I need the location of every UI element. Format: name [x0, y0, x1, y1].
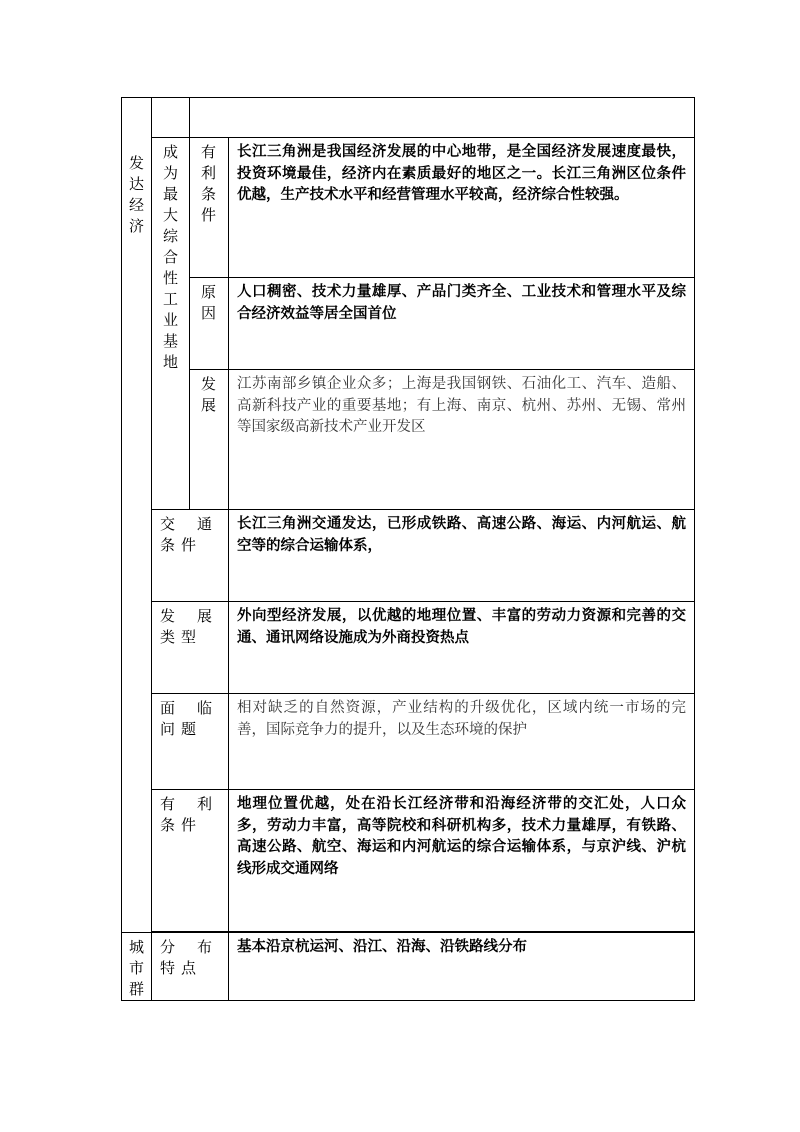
row-content-cell	[229, 278, 695, 370]
row-label-cell	[190, 370, 229, 510]
row-content-cell	[229, 602, 695, 694]
table-row	[122, 278, 695, 370]
row-label: 交通条件	[160, 515, 218, 554]
row-content: 基本沿京杭运河、沿江、沿海、沿铁路线分布	[237, 939, 527, 955]
table-cell	[152, 98, 190, 138]
row-content-cell	[229, 694, 695, 790]
row-content: 江苏南部乡镇企业众多；上海是我国钢铁、石油化工、汽车、造船、高新科技产业的重要基地；有上海、南京、杭州、苏州、无锡、常州等国家级高新技术产业开发区	[237, 376, 686, 435]
row-label-cell	[152, 510, 229, 602]
row-label-cell	[190, 138, 229, 278]
row-label: 发展类型	[160, 607, 218, 646]
row-content-cell	[229, 138, 695, 278]
table-cell	[190, 98, 695, 138]
table-row	[122, 510, 695, 602]
row-content-cell	[229, 510, 695, 602]
row-label: 分布特点	[160, 938, 218, 977]
table-row	[122, 602, 695, 694]
row-content: 相对缺乏的自然资源，产业结构的升级优化，区域内统一市场的完善，国际竞争力的提升，以及生态环境的保护	[237, 700, 686, 738]
row-label-cell	[152, 694, 229, 790]
table-row	[122, 98, 695, 138]
row-label: 发展	[201, 375, 217, 414]
row-content-cell	[229, 933, 695, 1001]
section-label-city: 城市群	[128, 938, 144, 998]
row-label: 有利条件	[201, 143, 217, 224]
row-label-cell	[190, 278, 229, 370]
sub-cell-chengwei	[152, 138, 190, 510]
row-content: 人口稠密、技术力量雄厚、产品门类齐全、工业技术和管理水平及综合经济效益等居全国首位	[237, 284, 686, 322]
table-row	[122, 933, 695, 1001]
row-label: 面临问题	[160, 699, 218, 738]
section-label-fada: 发达经济	[128, 154, 144, 235]
row-label-cell	[152, 933, 229, 1001]
row-content-cell	[229, 370, 695, 510]
sub-label-chengwei: 成为最大综合性工业基地	[162, 143, 178, 371]
row-content-cell	[229, 790, 695, 932]
row-label-cell	[152, 790, 229, 932]
table-row	[122, 694, 695, 790]
row-content: 地理位置优越，处在沿长江经济带和沿海经济带的交汇处，人口众多，劳动力丰富，高等院校和科研机构多，技术力量雄厚，有铁路、高速公路、航空、海运和内河航运的综合运输体系，与京沪线、沪杭线形成交通网络	[237, 796, 686, 877]
section-cell-city	[122, 933, 152, 1001]
table-row	[122, 370, 695, 510]
row-content: 外向型经济发展，以优越的地理位置、丰富的劳动力资源和完善的交通、通讯网络设施成为外商投资热点	[237, 608, 686, 646]
table-row	[122, 790, 695, 932]
row-label: 原因	[201, 283, 217, 322]
table-row	[122, 138, 695, 278]
section-cell-fada	[122, 98, 152, 933]
row-label: 有利条件	[160, 795, 218, 834]
geography-table	[121, 97, 695, 1001]
row-content: 长江三角洲交通发达，已形成铁路、高速公路、海运、内河航运、航空等的综合运输体系，	[237, 516, 686, 554]
row-content: 长江三角洲是我国经济发展的中心地带，是全国经济发展速度最快，投资环境最佳，经济内在素质最好的地区之一。长江三角洲区位条件优越，生产技术水平和经营管理水平较高，经济综合性较强。	[237, 144, 686, 203]
row-label-cell	[152, 602, 229, 694]
